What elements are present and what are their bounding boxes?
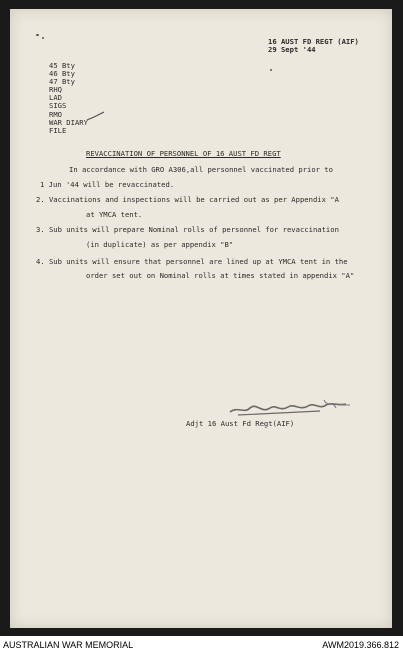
distribution-item: WAR DIARY: [49, 117, 88, 127]
ink-spot: [36, 34, 39, 36]
unit-header: 16 AUST FD REGT (AIF): [268, 37, 359, 46]
paragraph-3-line-2: (in duplicate) as per appendix "B": [86, 240, 234, 249]
signature-block: Adjt 16 Aust Fd Regt(AIF): [186, 419, 295, 428]
distribution-item: 45 Bty: [49, 61, 75, 70]
paragraph-3-line-1: 3. Sub units will prepare Nominal rolls of personnel for revaccination: [36, 225, 339, 234]
paragraph-1-line-2: 1 Jun '44 will be revaccinated.: [40, 180, 175, 189]
distribution-item: FILE: [49, 125, 67, 135]
distribution-item: RMO: [49, 109, 62, 119]
ink-spot: [270, 69, 272, 71]
paragraph-2-line-1: 2. Vaccinations and inspections will be carried out as per Appendix "A: [36, 195, 339, 204]
paragraph-4-line-2: order set out on Nominal rolls at times stated in appendix "A": [86, 271, 355, 280]
archive-footer: [0, 636, 403, 653]
document-date: 29 Sept '44: [268, 45, 316, 54]
paragraph-1-line-1: In accordance with GRO A306,all personnel vaccinated prior to: [69, 165, 333, 174]
distribution-list: [49, 62, 88, 135]
paragraph-2-line-2: at YMCA tent.: [86, 210, 143, 219]
distribution-item: 47 Bty: [49, 77, 75, 87]
paragraph-4-line-1: 4. Sub units will ensure that personnel are lined up at YMCA tent in the: [36, 257, 348, 266]
distribution-item: RHQ: [49, 85, 62, 95]
handwritten-signature: [228, 396, 358, 420]
ink-spot: [42, 37, 44, 39]
handwritten-tick: [86, 111, 106, 123]
distribution-item: 46 Bty: [49, 69, 75, 79]
distribution-item: SIGS: [49, 101, 67, 111]
distribution-item: LAD: [49, 93, 62, 103]
archive-reference: AWM2019.366.812: [322, 640, 399, 650]
archive-source: AUSTRALIAN WAR MEMORIAL: [3, 640, 134, 650]
document-title: REVACCINATION OF PERSONNEL OF 16 AUST FD REGT: [86, 149, 281, 158]
